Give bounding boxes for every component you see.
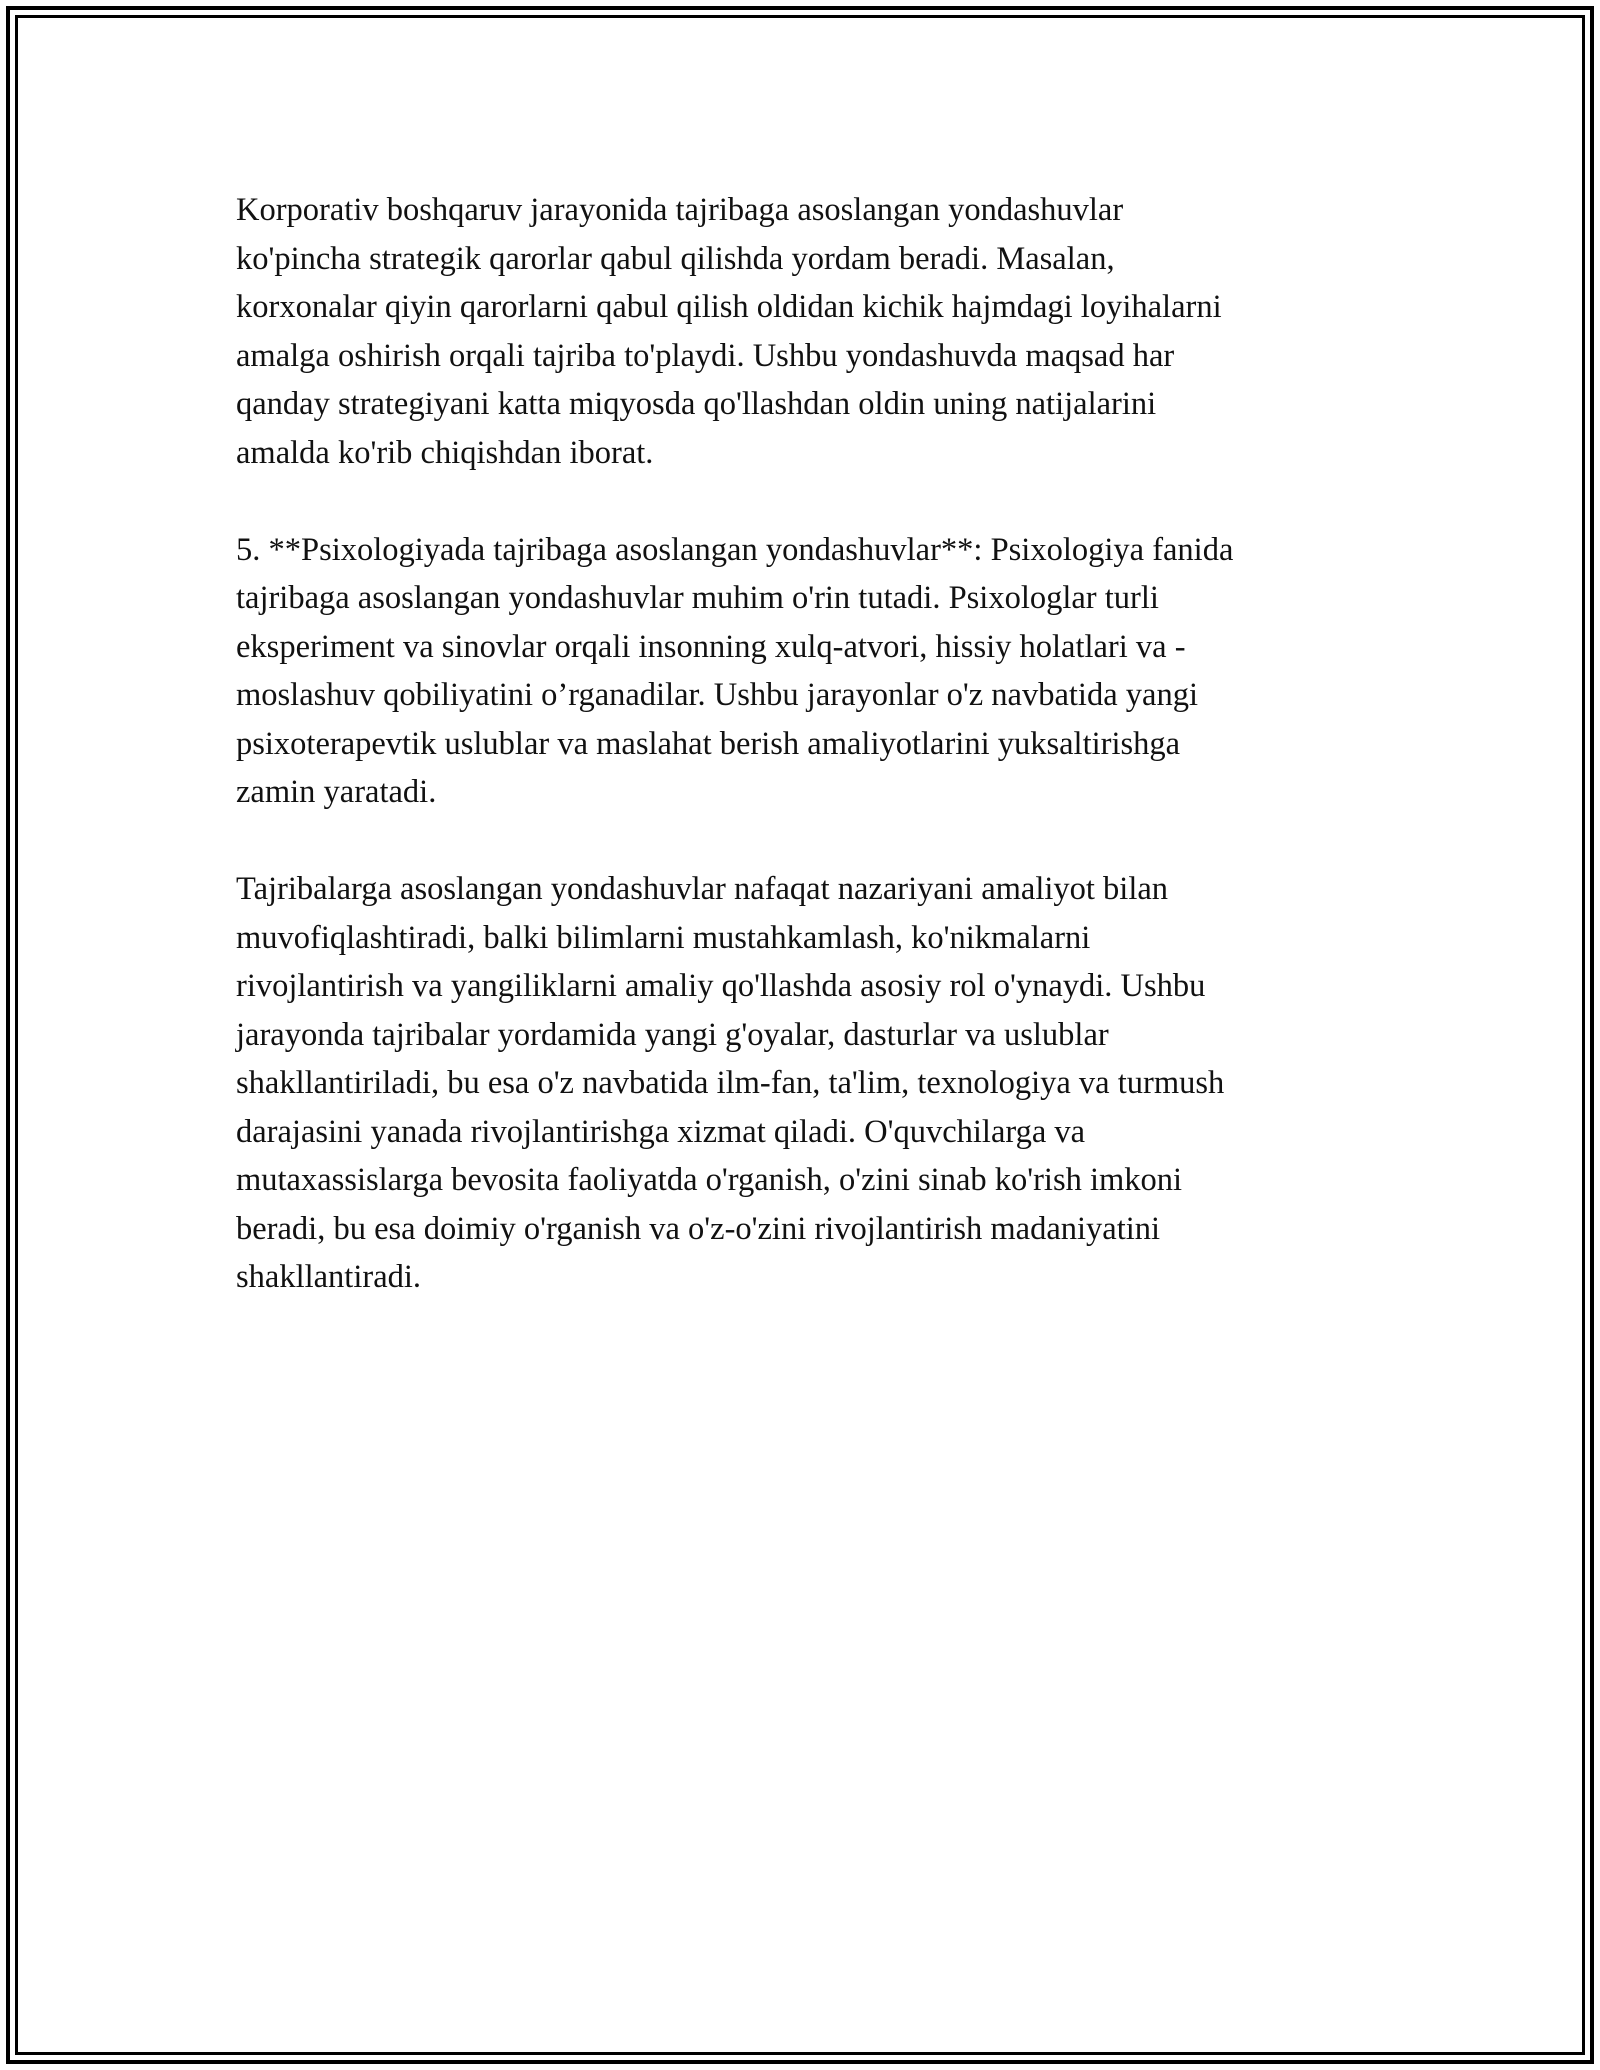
text-line: tajribaga asoslangan yondashuvlar muhim o'rin tutadi. Psixologlar turli <box>236 580 1159 616</box>
text-line: 5. **Psixologiyada tajribaga asoslangan yondashuvlar**: Psixologiya fanida <box>236 531 1234 568</box>
document-body <box>236 186 1376 1350</box>
text-line: ko'pincha strategik qarorlar qabul qilishda yordam beradi. Masalan, <box>236 240 1115 277</box>
paragraph-conclusion <box>236 865 1376 1302</box>
text-line: rivojlantirish va yangiliklarni amaliy qo'llashda asosiy rol o'ynaydi. Ushbu <box>236 968 1206 1004</box>
text-line: jarayonda tajribalar yordamida yangi g'oyalar, dasturlar va uslublar <box>236 1016 1109 1053</box>
text-line: mutaxassislarga bevosita faoliyatda o'rganish, o'zini sinab ko'rish imkoni <box>236 1162 1183 1198</box>
text-line: korxonalar qiyin qarorlarni qabul qilish oldidan kichik hajmdagi loyihalarni <box>236 289 1222 325</box>
text-line: eksperiment va sinovlar orqali insonning xulq-atvori, hissiy holatlari va - <box>236 628 1186 665</box>
paragraph-corporate-governance <box>236 186 1376 477</box>
text-line: amalga oshirish orqali tajriba to'playdi. Ushbu yondashuvda maqsad har <box>236 337 1175 374</box>
text-line: darajasini yanada rivojlantirishga xizmat qiladi. O'quvchilarga va <box>236 1113 1086 1150</box>
text-line: qanday strategiyani katta miqyosda qo'llashdan oldin uning natijalarini <box>236 386 1157 422</box>
text-line: shakllantiriladi, bu esa o'z navbatida ilm-fan, ta'lim, texnologiya va turmush <box>236 1065 1225 1101</box>
text-line: psixoterapevtik uslublar va maslahat berish amaliyotlarini yuksaltirishga <box>236 725 1181 762</box>
text-line: Tajribalarga asoslangan yondashuvlar nafaqat nazariyani amaliyot bilan <box>236 871 1169 907</box>
text-line: zamin yaratadi. <box>236 774 437 810</box>
text-line: amalda ko'rib chiqishdan iborat. <box>236 434 654 471</box>
paragraph-psychology <box>236 526 1376 817</box>
text-line: beradi, bu esa doimiy o'rganish va o'z-o'zini rivojlantirish madaniyatini <box>236 1210 1161 1247</box>
text-line: muvofiqlashtiradi, balki bilimlarni mustahkamlash, ko'nikmalarni <box>236 919 1091 956</box>
text-line: moslashuv qobiliyatini o’rganadilar. Ushbu jarayonlar o'z navbatida yangi <box>236 677 1198 713</box>
text-line: shakllantiradi. <box>236 1259 422 1295</box>
text-line: Korporativ boshqaruv jarayonida tajribaga asoslangan yondashuvlar <box>236 192 1124 228</box>
